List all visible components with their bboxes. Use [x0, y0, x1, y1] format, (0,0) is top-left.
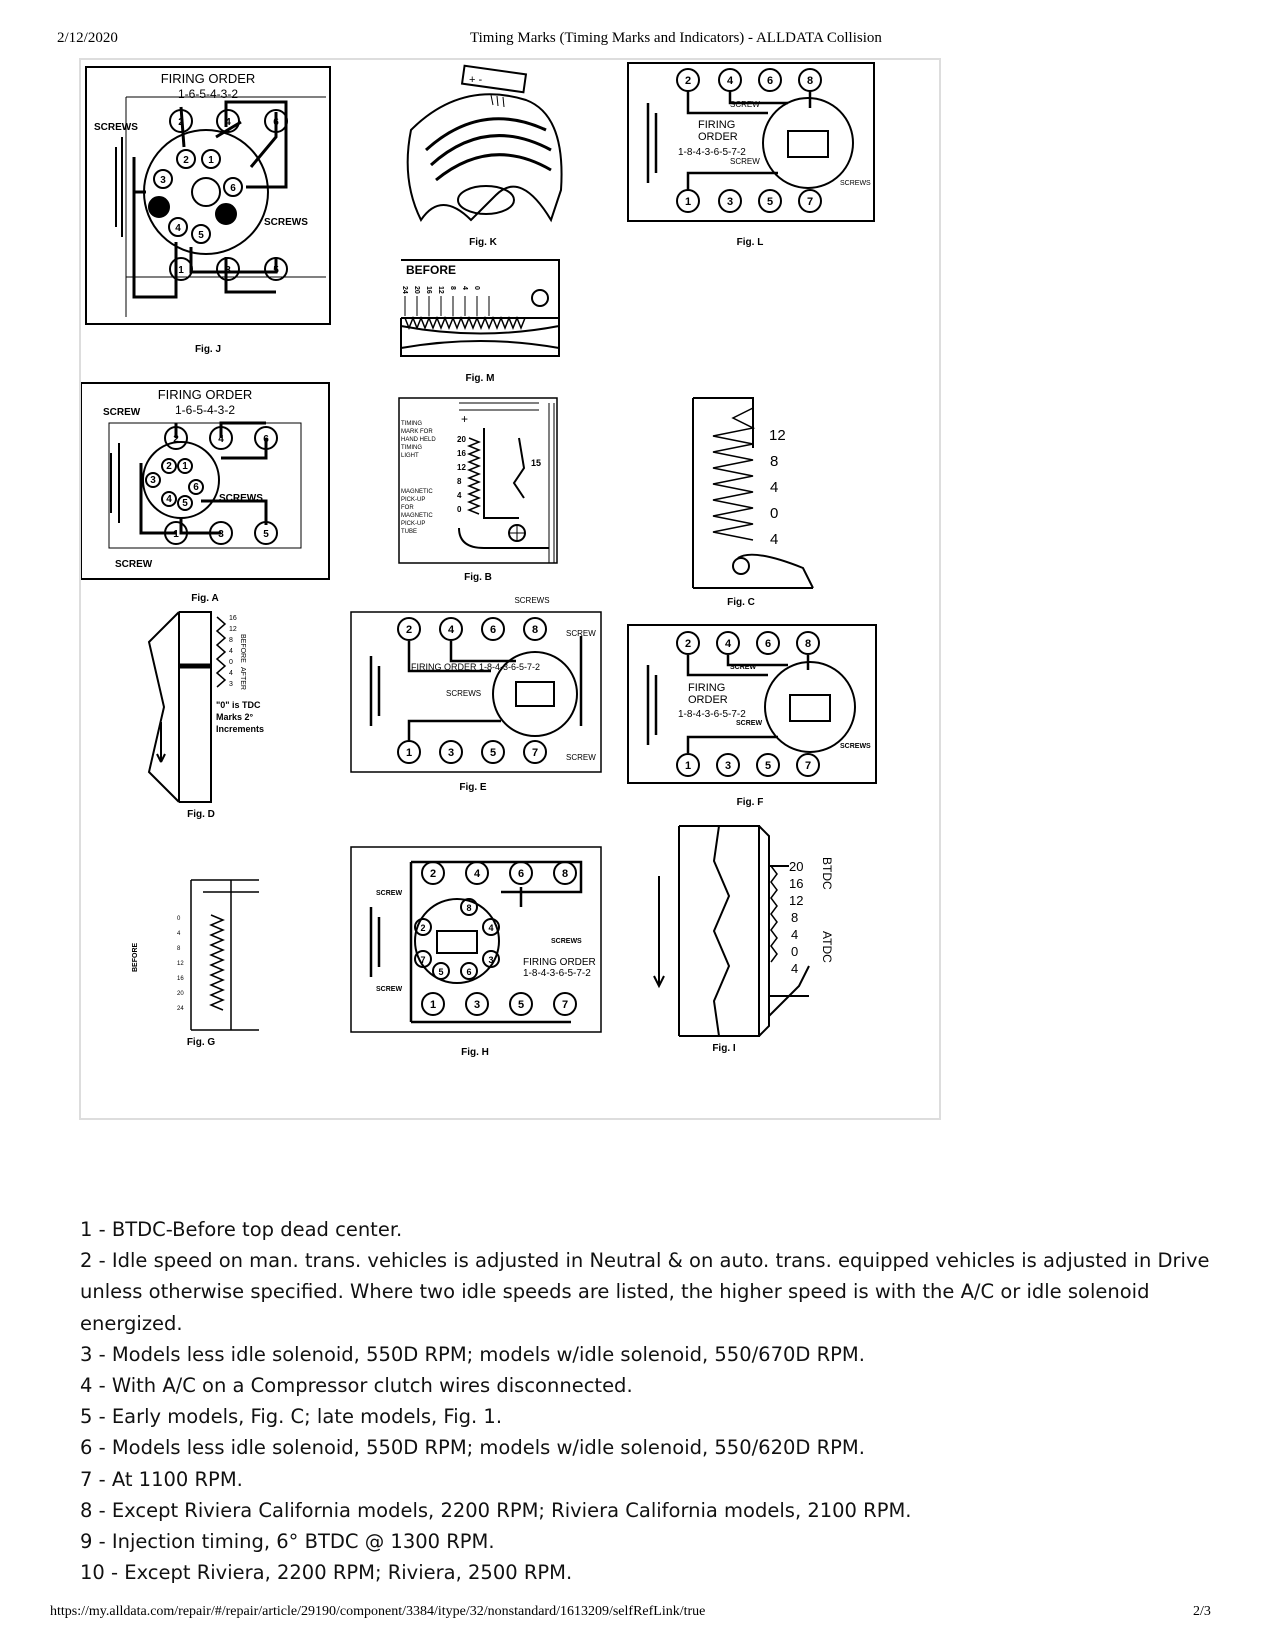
fig-l-firing-order: 1-8-4-3-6-5-7-2 [678, 147, 746, 158]
figures-panel [79, 58, 941, 1120]
svg-text:5: 5 [263, 529, 269, 540]
fig-e-screws: SCREWS [446, 689, 482, 698]
svg-text:TIMING: TIMING [401, 445, 422, 451]
svg-text:5: 5 [764, 760, 772, 772]
svg-text:1: 1 [684, 196, 692, 208]
svg-text:5: 5 [517, 999, 525, 1011]
figure-c [693, 398, 813, 608]
fig-f-screw-2: SCREW [736, 720, 763, 727]
svg-text:1: 1 [684, 760, 692, 772]
fig-b-mark: 15 [531, 458, 542, 468]
svg-text:2: 2 [178, 117, 184, 128]
figure-j [86, 67, 330, 355]
fig-i-scale-6: 0 [791, 944, 799, 959]
svg-text:6: 6 [766, 75, 774, 87]
svg-text:6: 6 [193, 482, 199, 493]
svg-text:8: 8 [466, 903, 472, 913]
fig-h-firing-label: FIRING ORDER [523, 957, 596, 968]
print-title: Timing Marks (Timing Marks and Indicators) - ALLDATA Collision [470, 30, 882, 46]
fig-f-screws: SCREWS [840, 743, 871, 750]
svg-text:3: 3 [447, 747, 455, 759]
svg-text:3: 3 [473, 999, 481, 1011]
fig-g-scale-2: 4 [177, 931, 181, 937]
fig-j-firing-order: 1-6-5-4-3-2 [177, 87, 239, 101]
figure-e [351, 596, 601, 793]
fig-l-firing-2: ORDER [698, 131, 738, 143]
print-date: 2/12/2020 [57, 30, 118, 46]
svg-text:4: 4 [488, 923, 494, 933]
fig-g-scale-5: 16 [177, 976, 184, 982]
fig-m-caption: Fig. M [465, 373, 495, 384]
fig-f-screw-1: SCREW [730, 664, 757, 671]
fig-b-scale-1: 20 [457, 435, 466, 444]
svg-text:4: 4 [447, 624, 455, 636]
fig-m-before: BEFORE [406, 263, 457, 277]
footnote-4: 4 - With A/C on a Compressor clutch wires disconnected. [80, 1374, 633, 1398]
svg-text:2: 2 [405, 624, 413, 636]
svg-text:TUBE: TUBE [401, 529, 418, 535]
figure-a [81, 383, 329, 604]
fig-e-screws-top: SCREWS [514, 596, 550, 605]
fig-m-tick-7: 0 [473, 286, 480, 290]
fig-h-caption: Fig. H [461, 1047, 489, 1058]
svg-text:3: 3 [150, 475, 156, 486]
page-number: 2/3 [1193, 1604, 1211, 1619]
svg-text:5: 5 [273, 265, 279, 276]
fig-c-scale-2: 8 [770, 453, 779, 470]
fig-a-firing-order: 1-6-5-4-3-2 [174, 403, 236, 417]
svg-text:3: 3 [160, 175, 166, 186]
fig-a-screw-2: SCREW [115, 559, 153, 570]
page-url: https://my.alldata.com/repair/#/repair/article/29190/component/3384/itype/32/nonstandard/1613209/selfRefLink/true [50, 1604, 706, 1619]
figure-k [408, 66, 562, 248]
fig-i-atdc: ATDC [820, 931, 834, 963]
fig-e-screw-2: SCREW [566, 753, 596, 762]
svg-text:4: 4 [726, 75, 734, 87]
fig-c-scale-3: 4 [770, 479, 779, 496]
svg-text:3: 3 [488, 955, 494, 965]
fig-l-caption: Fig. L [736, 237, 764, 248]
fig-l-firing-1: FIRING [698, 119, 736, 131]
fig-a-screw-1: SCREW [103, 407, 141, 418]
svg-text:7: 7 [804, 760, 812, 772]
svg-text:1: 1 [173, 529, 179, 540]
svg-text:7: 7 [561, 999, 569, 1011]
fig-g-scale-4: 12 [177, 961, 184, 967]
fig-j-caption: Fig. J [194, 344, 222, 355]
fig-d-caption: Fig. D [187, 809, 215, 820]
figure-b [399, 398, 557, 583]
figure-l [628, 63, 874, 248]
fig-g-before: BEFORE [132, 942, 139, 972]
svg-text:1: 1 [405, 747, 413, 759]
svg-text:6: 6 [466, 967, 472, 977]
svg-text:5: 5 [438, 967, 444, 977]
svg-text:LIGHT: LIGHT [401, 453, 419, 459]
fig-d-note-3: Increments [216, 724, 265, 734]
fig-d-note-1: "0" is TDC [216, 700, 261, 710]
fig-f-caption: Fig. F [736, 797, 764, 808]
footnote-5: 5 - Early models, Fig. C; late models, Fig. 1. [80, 1405, 503, 1429]
fig-i-scale-1: 20 [789, 859, 804, 874]
fig-b-scale-4: 8 [457, 477, 462, 486]
footnote-6: 6 - Models less idle solenoid, 550D RPM; models w/idle solenoid, 550/620D RPM. [80, 1436, 865, 1460]
fig-a-caption: Fig. A [191, 593, 219, 604]
footnote-10: 10 - Except Riviera, 2200 RPM; Riviera, 2500 RPM. [80, 1561, 573, 1585]
svg-text:4: 4 [225, 117, 231, 128]
figure-m [401, 260, 559, 384]
svg-text:8: 8 [806, 75, 814, 87]
fig-h-screws: SCREWS [551, 938, 582, 945]
fig-m-tick-4: 12 [437, 286, 444, 294]
fig-m-tick-5: 8 [449, 286, 456, 290]
fig-l-screw-2: SCREW [730, 157, 760, 166]
svg-text:6: 6 [230, 183, 236, 194]
fig-j-screws-2: SCREWS [264, 217, 308, 228]
svg-text:7: 7 [806, 196, 814, 208]
fig-h-firing-order: 1-8-4-3-6-5-7-2 [523, 968, 591, 979]
svg-text:6: 6 [764, 638, 772, 650]
fig-d-scale-1: 16 [229, 615, 237, 622]
svg-text:5: 5 [766, 196, 774, 208]
svg-text:5: 5 [489, 747, 497, 759]
footnotes [80, 1214, 1210, 1588]
fig-d-after: AFTER [239, 667, 246, 690]
svg-text:2: 2 [684, 75, 692, 87]
fig-g-scale-6: 20 [177, 991, 184, 997]
fig-e-caption: Fig. E [459, 782, 487, 793]
svg-text:1: 1 [178, 265, 184, 276]
footnote-7: 7 - At 1100 RPM. [80, 1467, 243, 1491]
fig-d-before: BEFORE [239, 634, 246, 663]
fig-h-screw-2: SCREW [376, 986, 403, 993]
svg-text:7: 7 [531, 747, 539, 759]
svg-text:MAGNETIC: MAGNETIC [401, 513, 433, 519]
fig-b-scale-3: 12 [457, 463, 466, 472]
svg-text:PICK-UP: PICK-UP [401, 521, 426, 527]
fig-c-scale-1: 12 [769, 427, 786, 444]
fig-g-caption: Fig. G [186, 1037, 216, 1048]
fig-b-label-1: TIMING [401, 421, 422, 427]
svg-text:3: 3 [726, 196, 734, 208]
svg-text:3: 3 [218, 529, 224, 540]
svg-text:2: 2 [429, 868, 437, 880]
svg-text:2: 2 [183, 155, 189, 166]
fig-f-firing-1: FIRING [688, 682, 726, 694]
svg-text:4: 4 [473, 868, 481, 880]
footnote-3: 3 - Models less idle solenoid, 550D RPM; models w/idle solenoid, 550/670D RPM. [80, 1342, 865, 1366]
svg-text:6: 6 [517, 868, 525, 880]
svg-text:2: 2 [166, 461, 172, 472]
fig-f-firing-2: ORDER [688, 694, 728, 706]
svg-text:3: 3 [225, 265, 231, 276]
svg-text:6: 6 [273, 117, 279, 128]
fig-l-screws: SCREWS [840, 180, 871, 187]
svg-text:4: 4 [166, 494, 172, 505]
fig-i-scale-7: 4 [791, 961, 799, 976]
fig-c-scale-5: 4 [770, 531, 779, 548]
svg-text:FOR: FOR [401, 505, 414, 511]
fig-b-scale-2: 16 [457, 449, 466, 458]
fig-b-caption: Fig. B [464, 572, 492, 583]
fig-m-tick-6: 4 [461, 286, 468, 290]
fig-i-scale-4: 8 [791, 910, 799, 925]
svg-text:HAND HELD: HAND HELD [401, 437, 436, 443]
svg-text:1: 1 [208, 155, 214, 166]
fig-m-tick-3: 16 [425, 286, 432, 294]
fig-b-scale-6: 0 [457, 505, 462, 514]
svg-text:4: 4 [724, 638, 732, 650]
svg-text:4: 4 [175, 223, 181, 234]
svg-text:8: 8 [804, 638, 812, 650]
fig-m-tick-2: 20 [413, 286, 420, 294]
fig-d-scale-6: 4 [229, 670, 233, 677]
svg-text:PICK-UP: PICK-UP [401, 497, 426, 503]
fig-f-firing-order: 1-8-4-3-6-5-7-2 [678, 709, 746, 720]
fig-d-scale-7: 3 [229, 681, 233, 688]
fig-i-scale-5: 4 [791, 927, 799, 942]
svg-text:2: 2 [420, 923, 426, 933]
fig-d-note-2: Marks 2° [216, 712, 254, 722]
figure-i [654, 826, 834, 1054]
svg-text:8: 8 [531, 624, 539, 636]
footnote-1: 1 - BTDC-Before top dead center. [80, 1218, 403, 1241]
svg-text:4: 4 [218, 434, 224, 445]
svg-text:1: 1 [429, 999, 437, 1011]
fig-g-scale-1: 0 [177, 916, 181, 922]
fig-g-scale-7: 24 [177, 1006, 184, 1012]
svg-text:3: 3 [724, 760, 732, 772]
fig-e-screw-1: SCREW [566, 629, 596, 638]
fig-i-scale-3: 12 [789, 893, 804, 908]
fig-a-screws: SCREWS [219, 493, 263, 504]
timing-figures [81, 60, 943, 1122]
fig-a-firing-label: FIRING ORDER [157, 387, 253, 402]
footnote-2: 2 - Idle speed on man. trans. vehicles is adjusted in Neutral & on auto. trans. equipped vehicles is adjusted in Drive unless otherwise specified. Where two idle speeds are listed, the higher speed is with the A/C or idle solenoid energized. [80, 1249, 1210, 1335]
svg-text:6: 6 [263, 434, 269, 445]
footnote-9: 9 - Injection timing, 6° BTDC @ 1300 RPM. [80, 1530, 495, 1554]
svg-text:+ -: + - [469, 74, 483, 86]
fig-k-caption: Fig. K [469, 237, 497, 248]
fig-j-screws-1: SCREWS [94, 122, 138, 133]
fig-i-scale-2: 16 [789, 876, 804, 891]
fig-l-screw-1: SCREW [730, 100, 760, 109]
fig-h-screw-1: SCREW [376, 890, 403, 897]
svg-text:5: 5 [182, 498, 188, 509]
figure-f [628, 625, 876, 808]
figure-g [132, 880, 259, 1048]
fig-b-label-2: MAGNETIC [401, 489, 433, 495]
fig-d-scale-2: 12 [229, 626, 237, 633]
svg-text:2: 2 [684, 638, 692, 650]
svg-text:5: 5 [198, 230, 204, 241]
fig-d-scale-3: 8 [229, 637, 233, 644]
fig-g-scale-3: 8 [177, 946, 181, 952]
svg-text:+: + [461, 412, 469, 426]
figure-d [149, 612, 264, 820]
svg-text:MARK FOR: MARK FOR [401, 429, 433, 435]
fig-i-caption: Fig. I [712, 1043, 736, 1054]
svg-text:1: 1 [182, 461, 188, 472]
fig-e-firing-order: FIRING ORDER 1-8-4-3-6-5-7-2 [411, 662, 541, 672]
svg-text:7: 7 [420, 955, 426, 965]
fig-d-scale-5: 0 [229, 659, 233, 666]
fig-c-scale-4: 0 [770, 505, 779, 522]
fig-d-scale-4: 4 [229, 648, 233, 655]
fig-b-scale-5: 4 [457, 491, 462, 500]
svg-text:8: 8 [561, 868, 569, 880]
svg-text:6: 6 [489, 624, 497, 636]
fig-i-btdc: BTDC [820, 857, 834, 890]
footnote-8: 8 - Except Riviera California models, 2200 RPM; Riviera California models, 2100 RPM. [80, 1498, 912, 1522]
fig-c-caption: Fig. C [727, 597, 755, 608]
figure-h [351, 847, 601, 1058]
fig-m-tick-1: 24 [401, 286, 408, 294]
svg-text:2: 2 [173, 434, 179, 445]
fig-j-firing-label: FIRING ORDER [160, 71, 256, 86]
